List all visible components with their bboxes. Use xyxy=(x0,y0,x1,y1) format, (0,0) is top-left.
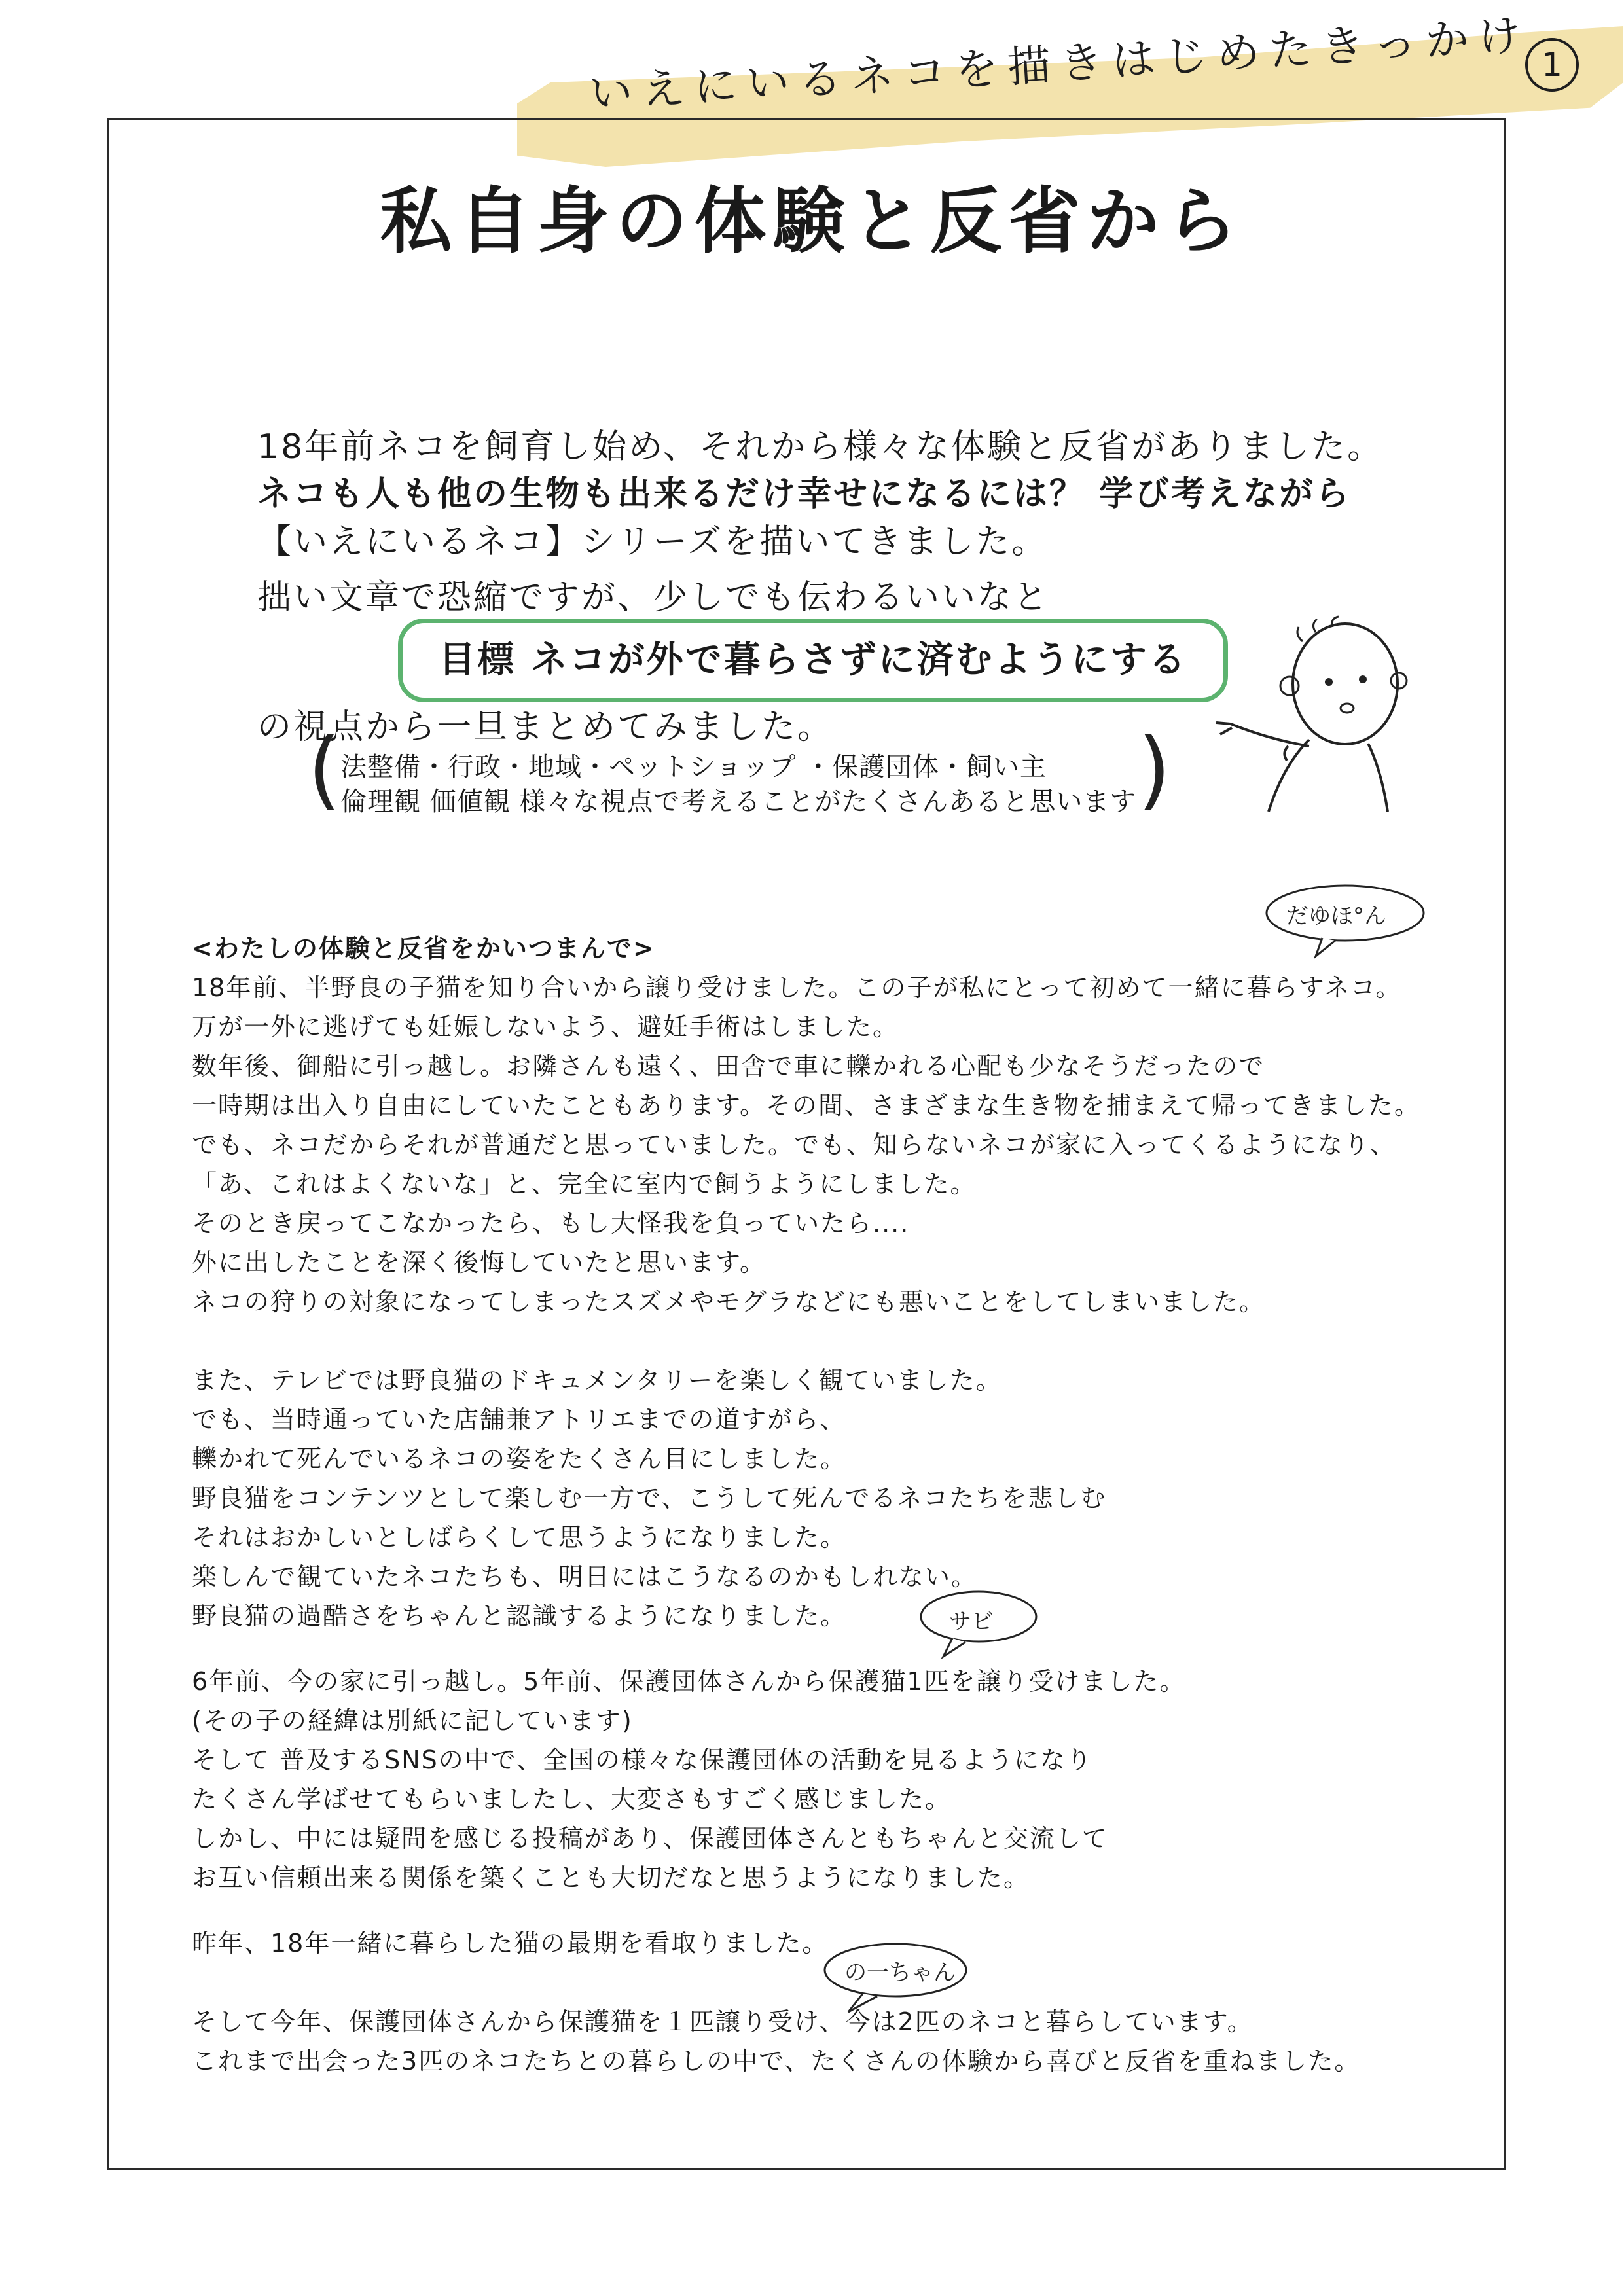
pointing-character-doodle xyxy=(1211,615,1447,812)
intro-line-3: 【いえにいるネコ】シリーズを描いてきました。 xyxy=(257,522,1048,562)
tape-label-text: いえにいるネコを描きはじめたきっかけ xyxy=(587,9,1532,119)
body-line: 「あ、これはよくないな」と、完全に室内で飼うようにしました。 xyxy=(192,1170,977,1198)
body-line: 野良猫をコンテンツとして楽しむ一方で、こうして死んでるネコたちを悲しむ xyxy=(192,1484,1107,1513)
perspective-list: 法整備・行政・地域・ペットショップ ・保護団体・飼い主 xyxy=(340,752,1047,782)
body-line: また、テレビでは野良猫のドキュメンタリーを楽しく観ていました。 xyxy=(192,1366,1002,1395)
body-line: でも、当時通っていた店舗兼アトリエまでの道すがら、 xyxy=(192,1405,846,1434)
open-paren: ( xyxy=(308,719,341,819)
note-dayuhon: だゆほ°ん xyxy=(1286,903,1386,929)
section-number-badge: 1 xyxy=(1525,38,1579,92)
body-line: 野良猫の過酷さをちゃんと認識するようになりました。 xyxy=(192,1602,847,1630)
intro-line-4: 拙い文章で恐縮ですが、少しでも伝わるいいなと xyxy=(257,578,1050,617)
close-paren: ) xyxy=(1138,719,1171,819)
body-line: 18年前、半野良の子猫を知り合いから譲り受けました。この子が私にとって初めて一緒に暮らすネコ。 xyxy=(192,973,1402,1002)
intro-line-1: 18年前ネコを飼育し始め、それから様々な体験と反省がありました。 xyxy=(257,427,1384,467)
body-line: 万が一外に逃げても妊娠しないよう、避妊手術はしました。 xyxy=(192,1013,899,1041)
body-line: そして今年、保護団体さんから保護猫を１匹譲り受け、今は2匹のネコと暮らしています。 xyxy=(192,2007,1254,2036)
body-line: 数年後、御船に引っ越し。お隣さんも遠く、田舎で車に轢かれる心配も少なそうだったので xyxy=(192,1052,1265,1081)
body-line: 外に出したことを深く後悔していたと思います。 xyxy=(192,1248,766,1277)
intro-line-5: の視点から一旦まとめてみました。 xyxy=(257,708,834,747)
body-line: 昨年、18年一緒に暮らした猫の最期を看取りました。 xyxy=(192,1929,829,1958)
body-line: そして 普及するSNSの中で、全国の様々な保護団体の活動を見るようになり xyxy=(192,1746,1092,1774)
note-nochan: の一ちゃん xyxy=(844,1960,956,1986)
goal-highlight: 目標 ネコが外で暮らさずに済むようにする xyxy=(398,619,1228,702)
body-line: でも、ネコだからそれが普通だと思っていました。でも、知らないネコが家に入ってくるようになり、 xyxy=(192,1130,1397,1159)
page-title: 私自身の体験と反省から xyxy=(380,179,1244,263)
perspective-note: 倫理観 価値観 様々な視点で考えることがたくさんあると思います xyxy=(340,787,1137,817)
body-line: (その子の経緯は別紙に記しています) xyxy=(192,1706,633,1735)
body-line: 一時期は出入り自由にしていたこともあります。その間、さまざまな生き物を捕まえて帰ってきました。 xyxy=(192,1091,1420,1120)
body-line: それはおかしいとしばらくして思うようになりました。 xyxy=(192,1523,847,1552)
body-line: ネコの狩りの対象になってしまったスズメやモグラなどにも悪いことをしてしまいました。 xyxy=(192,1287,1266,1316)
body-line: しかし、中には疑問を感じる投稿があり、保護団体さんともちゃんと交流して xyxy=(192,1824,1109,1853)
intro-line-2: ネコも人も他の生物も出来るだけ幸せになるには？ 学び考えながら xyxy=(257,475,1352,514)
body-line: たくさん学ばせてもらいましたし、大変さもすごく感じました。 xyxy=(192,1785,952,1814)
body-heading: <わたしの体験と反省をかいつまんで> xyxy=(192,934,655,963)
body-line: そのとき戻ってこなかったら、もし大怪我を負っていたら.... xyxy=(192,1209,910,1238)
body-line: これまで出会った3匹のネコたちとの暮らしの中で、たくさんの体験から喜びと反省を重ねました。 xyxy=(192,2047,1361,2075)
body-line: 楽しんで観ていたネコたちも、明日にはこうなるのかもしれない。 xyxy=(192,1562,978,1591)
body-line: お互い信頼出来る関係を築くことも大切だなと思うようになりました。 xyxy=(192,1863,1030,1892)
body-line: 6年前、今の家に引っ越し。5年前、保護団体さんから保護猫1匹を譲り受けました。 xyxy=(192,1667,1186,1696)
body-line: 轢かれて死んでいるネコの姿をたくさん目にしました。 xyxy=(192,1444,847,1473)
note-sabi: サビ xyxy=(949,1609,994,1635)
